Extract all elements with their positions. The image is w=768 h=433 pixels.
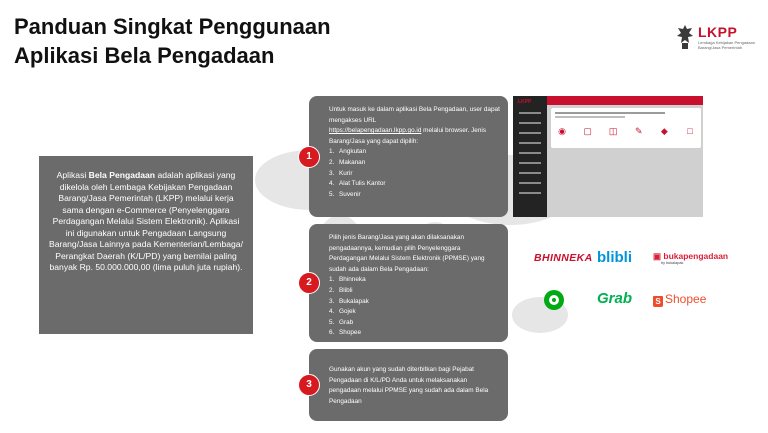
app-main-area [547, 96, 703, 217]
bhinneka-logo: BHINNEKA [534, 252, 593, 264]
logo-text: LKPP [698, 24, 738, 40]
gojek-logo-icon [544, 290, 564, 310]
list-item: 4. Alat Tulis Kantor [329, 180, 386, 188]
step-1-text: Untuk masuk ke dalam aplikasi Bela Pengadaan, user dapat mengakses URL [329, 106, 500, 124]
souvenir-icon: ◆ [660, 126, 668, 136]
list-item: 5. Suvenir [329, 190, 361, 198]
shopee-bag-icon: S [653, 296, 663, 307]
food-icon: ▢ [583, 126, 592, 136]
bela-pengadaan-link[interactable]: https://belapengadaan.lkpp.go.id [329, 127, 422, 135]
list-item: 4. Gojek [329, 308, 356, 316]
list-item: 6. Shopee [329, 329, 362, 337]
bukalapak-bag-icon: ▣ [653, 251, 662, 261]
garuda-emblem-icon [676, 24, 694, 50]
step-2-list [329, 275, 500, 339]
title-line-1: Panduan Singkat Penggunaan [14, 14, 331, 39]
courier-icon: ◫ [608, 126, 618, 136]
list-item: 3. Bukalapak [329, 297, 369, 305]
step-1-list [329, 147, 500, 200]
lkpp-logo [676, 24, 766, 54]
step-3-text: Gunakan akun yang sudah diterbitkan bagi Pejabat Pengadaan di K/L/PD Anda untuk melaksanakan pengadaan melalui PPMSE yang sudah ada dalam Bela Pengadaan [329, 366, 489, 405]
vehicle-icon: ◉ [558, 126, 566, 136]
app-category-card [551, 108, 701, 148]
list-item: 5. Grab [329, 318, 354, 326]
step-2-box [309, 224, 508, 342]
list-item: 3. Kurir [329, 169, 353, 177]
step-3-box [309, 349, 508, 421]
shopee-logo: S Shopee [653, 292, 706, 307]
intro-pre: Aplikasi [56, 170, 89, 180]
other-icon: □ [687, 126, 693, 136]
ppmse-brand-logos [525, 240, 735, 320]
list-item: 2. Blibli [329, 286, 353, 294]
bukapengadaan-sub: by bukalapak [661, 261, 684, 265]
app-topbar [547, 96, 703, 105]
title-line-2: Aplikasi Bela Pengadaan [14, 43, 275, 68]
list-item: 1. Bhinneka [329, 276, 366, 284]
bukapengadaan-logo: ▣ bukapengadaan [653, 251, 729, 261]
app-logo: LKPP [518, 99, 532, 105]
step-1-text-post: melalui browser. Jenis Barang/Jasa yang dapat dipilih: [329, 127, 487, 145]
intro-description [39, 156, 253, 334]
step-1-badge: 1 [298, 146, 320, 168]
blibli-logo: blibli [597, 249, 632, 266]
page-title [14, 12, 434, 70]
step-2-badge: 2 [298, 272, 320, 294]
intro-post: adalah aplikasi yang dikelola oleh Lembaga Kebijakan Pengadaan Barang/Jasa Pemerintah (LKPP) melalui kerja sama dengan e-Commerce (Penyelenggara Perdagangan Melalui Sistem Elektronik). Aplikasi ini digunakan untuk Pengadaan Langsung Barang/Jasa Lainnya pada Kementerian/Lembaga/ Perangkat Daerah (K/L/PD) yang bernilai paling banyak Rp. 50.000.000,00 (lima puluh juta rupiah). [49, 170, 243, 272]
app-sidebar [513, 96, 547, 217]
step-3-badge: 3 [298, 374, 320, 396]
list-item: 1. Angkutan [329, 148, 367, 156]
logo-subtitle: Lembaga Kebijakan Pengadaan Barang/Jasa Pemerintah [698, 40, 755, 50]
stationery-icon: ✎ [635, 126, 643, 136]
list-item: 2. Makanan [329, 158, 366, 166]
step-1-box [309, 96, 508, 217]
grab-logo: Grab [597, 290, 633, 307]
app-screenshot [513, 96, 703, 217]
intro-app-name: Bela Pengadaan [88, 170, 156, 180]
app-category-icons [555, 124, 697, 144]
step-2-text: Pilih jenis Barang/Jasa yang akan dilaksanakan pengadaannya, kemudian pilih Penyelenggara Perdagangan Melalui Sistem Elektronik (PPMSE) yang sudah ada dalam Bela Pengadaan: [329, 234, 485, 273]
